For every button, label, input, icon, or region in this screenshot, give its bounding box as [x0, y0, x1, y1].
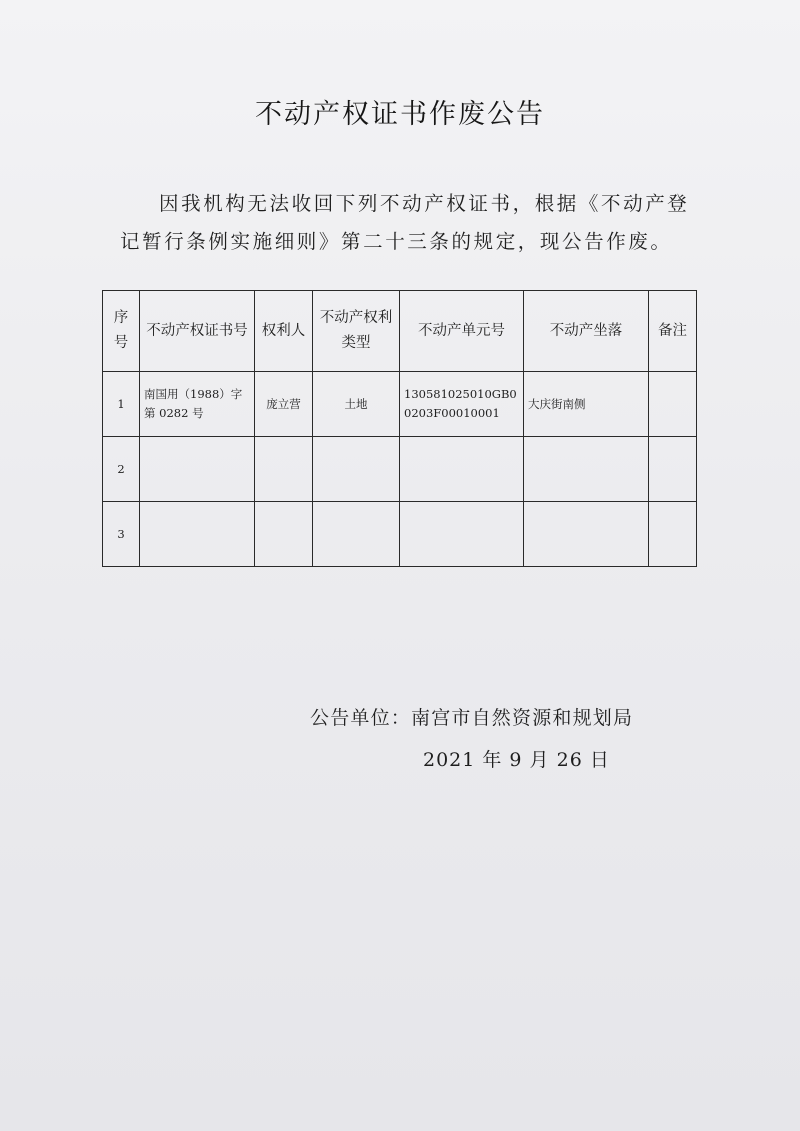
table-row [103, 372, 697, 437]
notice-date: 2021 年 9 月 26 日 [423, 749, 610, 771]
header-remark: 备注 [649, 291, 697, 372]
cell-cert-number: 南国用（1988）字第 0282 号 [140, 372, 255, 437]
header-unit-number: 不动产单元号 [400, 291, 524, 372]
cell-unit-number [400, 502, 524, 567]
cell-unit-number [400, 437, 524, 502]
table-header-row [103, 291, 697, 372]
cell-seq: 3 [103, 502, 140, 567]
header-holder: 权利人 [255, 291, 313, 372]
notice-paragraph: 因我机构无法收回下列不动产权证书，根据《不动产登记暂行条例实施细则》第二十三条的规定，现公告作废。 [120, 192, 690, 253]
cell-holder [255, 502, 313, 567]
cell-seq: 2 [103, 437, 140, 502]
issuing-organization: 公告单位：南宫市自然资源和规划局 [310, 707, 634, 729]
header-location: 不动产坐落 [524, 291, 649, 372]
cell-right-type [313, 437, 400, 502]
header-cert-number: 不动产权证书号 [140, 291, 255, 372]
cell-remark [649, 372, 697, 437]
cell-unit-number: 130581025010GB00203F00010001 [400, 372, 524, 437]
table-row [103, 437, 697, 502]
certificate-table [102, 290, 697, 567]
cell-holder [255, 437, 313, 502]
cell-location: 大庆街南侧 [524, 372, 649, 437]
cell-location [524, 502, 649, 567]
cell-holder: 庞立营 [255, 372, 313, 437]
table-row [103, 502, 697, 567]
cell-seq: 1 [103, 372, 140, 437]
header-right-type: 不动产权利类型 [313, 291, 400, 372]
cell-cert-number [140, 502, 255, 567]
document-title: 不动产权证书作废公告 [255, 99, 545, 130]
cell-cert-number [140, 437, 255, 502]
cell-right-type: 土地 [313, 372, 400, 437]
cell-remark [649, 437, 697, 502]
header-seq: 序号 [103, 291, 140, 372]
cell-right-type [313, 502, 400, 567]
cell-location [524, 437, 649, 502]
cell-remark [649, 502, 697, 567]
